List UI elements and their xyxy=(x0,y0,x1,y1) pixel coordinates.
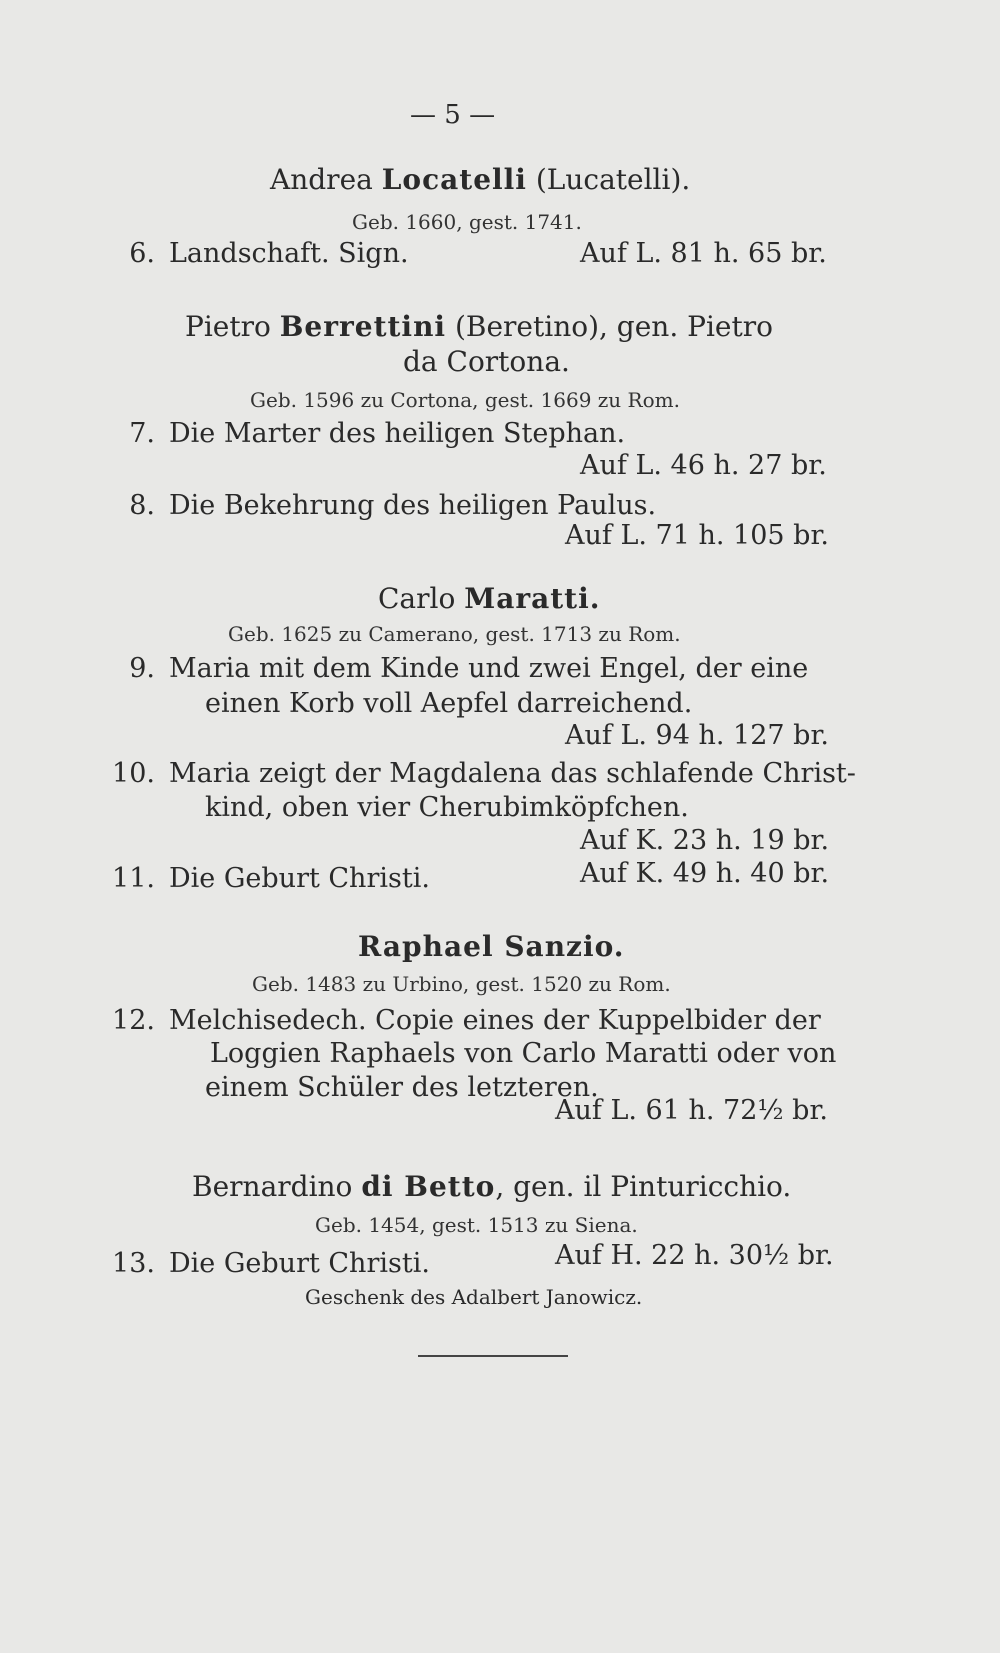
entry-measurements: Auf L. 71 h. 105 br. xyxy=(565,520,829,551)
artist-heading-line2: da Cortona. xyxy=(403,345,570,378)
artist-heading xyxy=(192,1170,791,1203)
artist-name-suffix: , gen. il Pinturicchio. xyxy=(495,1170,792,1203)
artist-lifespan: Geb. 1596 zu Cortona, gest. 1669 zu Rom. xyxy=(250,388,680,412)
entry-number: 7. xyxy=(129,418,155,449)
entry-title-line3: einem Schüler des letzteren. xyxy=(205,1072,599,1103)
entry-title: Maria mit dem Kinde und zwei Engel, der eine xyxy=(169,653,809,684)
entry-title: Die Bekehrung des heiligen Paulus. xyxy=(169,490,657,521)
catalog-entry xyxy=(95,418,625,449)
entry-title: Landschaft. Sign. xyxy=(169,238,409,269)
entry-measurements: Auf L. 94 h. 127 br. xyxy=(565,720,829,751)
catalog-entry xyxy=(95,238,409,269)
entry-title-line2: kind, oben vier Cherubimköpfchen. xyxy=(205,792,689,823)
entry-title: Maria zeigt der Magdalena das schlafende Christ- xyxy=(169,758,856,789)
catalog-entry xyxy=(95,863,430,894)
catalog-entry xyxy=(95,653,808,684)
page-number: — 5 — xyxy=(410,100,496,130)
artist-surname: Locatelli xyxy=(381,163,527,196)
artist-name-prefix: Bernardino xyxy=(192,1170,362,1203)
artist-heading xyxy=(378,582,601,615)
catalog-entry xyxy=(95,1005,821,1036)
artist-surname: Berrettini xyxy=(279,310,447,343)
artist-name-prefix: Andrea xyxy=(270,163,382,196)
entry-title: Melchisedech. Copie eines der Kuppelbider der xyxy=(169,1005,821,1036)
artist-name-suffix: (Beretino), gen. Pietro xyxy=(446,310,773,343)
entry-measurements: Auf L. 81 h. 65 br. xyxy=(580,238,827,269)
entry-number: 10. xyxy=(112,758,155,789)
entry-number: 11. xyxy=(112,863,155,894)
entry-measurements: Auf H. 22 h. 30½ br. xyxy=(555,1240,834,1271)
artist-name-prefix: Carlo xyxy=(378,582,465,615)
entry-measurements: Auf K. 49 h. 40 br. xyxy=(580,858,830,889)
entry-measurements: Auf L. 46 h. 27 br. xyxy=(580,450,827,481)
artist-name-suffix: (Lucatelli). xyxy=(526,163,691,196)
artist-heading: Raphael Sanzio. xyxy=(358,930,625,963)
entry-number: 13. xyxy=(112,1248,155,1279)
catalog-entry xyxy=(95,758,856,789)
entry-title: Die Geburt Christi. xyxy=(169,1248,430,1279)
artist-name-prefix: Pietro xyxy=(185,310,280,343)
provenance-note: Geschenk des Adalbert Janowicz. xyxy=(305,1285,643,1309)
entry-number: 8. xyxy=(129,490,155,521)
entry-number: 6. xyxy=(129,238,155,269)
entry-measurements: Auf L. 61 h. 72½ br. xyxy=(555,1095,828,1126)
artist-surname: Maratti. xyxy=(464,582,601,615)
artist-lifespan: Geb. 1454, gest. 1513 zu Siena. xyxy=(315,1213,638,1237)
artist-heading xyxy=(270,163,690,196)
closing-rule xyxy=(418,1355,568,1357)
artist-lifespan: Geb. 1483 zu Urbino, gest. 1520 zu Rom. xyxy=(252,972,671,996)
catalog-entry xyxy=(95,1248,430,1279)
artist-lifespan: Geb. 1625 zu Camerano, gest. 1713 zu Rom. xyxy=(228,622,681,646)
entry-title: Die Marter des heiligen Stephan. xyxy=(169,418,626,449)
artist-heading xyxy=(185,310,773,343)
artist-lifespan: Geb. 1660, gest. 1741. xyxy=(352,210,582,234)
entry-measurements: Auf K. 23 h. 19 br. xyxy=(580,825,830,856)
entry-title-line2: Loggien Raphaels von Carlo Maratti oder von xyxy=(210,1038,837,1069)
entry-title-line2: einen Korb voll Aepfel darreichend. xyxy=(205,688,693,719)
entry-number: 12. xyxy=(112,1005,155,1036)
entry-number: 9. xyxy=(129,653,155,684)
artist-surname: di Betto xyxy=(361,1170,496,1203)
entry-title: Die Geburt Christi. xyxy=(169,863,430,894)
catalog-entry xyxy=(95,490,656,521)
